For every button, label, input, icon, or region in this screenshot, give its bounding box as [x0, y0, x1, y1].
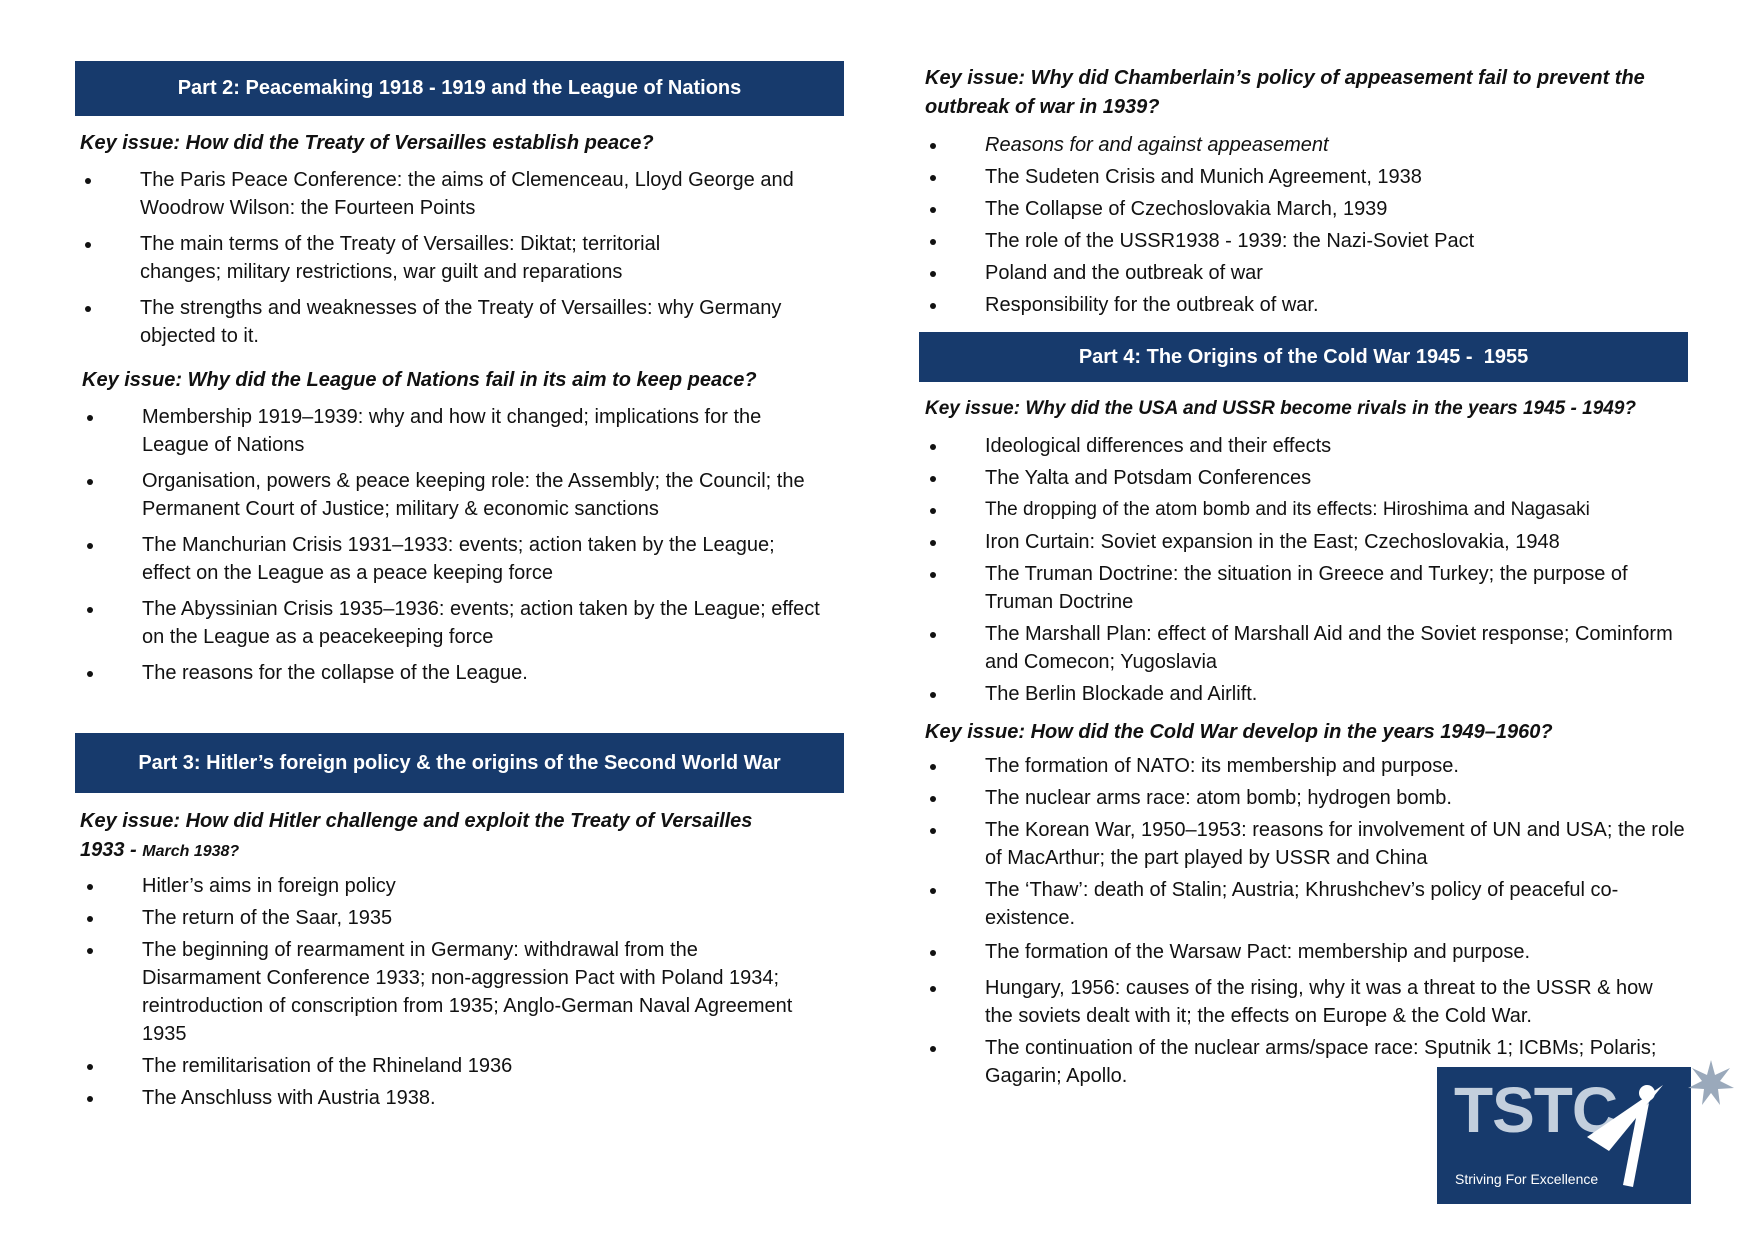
list-item: The formation of NATO: its membership and purpose. [925, 752, 1685, 780]
list-item: The return of the Saar, 1935 [82, 904, 822, 932]
list-item: The Abyssinian Crisis 1935–1936: events; action taken by the League; effect on the League as a peacekeeping force [82, 595, 822, 651]
part3-key-issue-1-year: 1933 - [80, 839, 143, 861]
list-item: Ideological differences and their effects [925, 432, 1685, 460]
part3-key-issue-1-line1: Key issue: How did Hitler challenge and exploit the Treaty of Versailles [80, 810, 753, 832]
list-item: The formation of the Warsaw Pact: membership and purpose. [925, 938, 1685, 966]
part4-issue1-list [925, 432, 1685, 708]
tstc-logo [1437, 1067, 1691, 1204]
part4-key-issue-2: Key issue: How did the Cold War develop in the years 1949–1960? [925, 721, 1553, 743]
list-item: The Korean War, 1950–1953: reasons for involvement of UN and USA; the role of MacArthur; the part played by USSR and China [925, 816, 1685, 872]
part3-title: Part 3: Hitler’s foreign policy & the origins of the Second World War [138, 751, 781, 774]
list-item: Poland and the outbreak of war [925, 259, 1685, 287]
part4-header [919, 332, 1688, 382]
logo-slogan: Striving For Excellence [1455, 1171, 1599, 1187]
list-item: The Paris Peace Conference: the aims of Clemenceau, Lloyd George and Woodrow Wilson: the Fourteen Points [80, 166, 850, 222]
list-item: The Collapse of Czechoslovakia March, 1939 [925, 195, 1685, 223]
part3-key-issue-2: Key issue: Why did Chamberlain’s policy of appeasement fail to prevent the outbreak of war in 1939? [925, 67, 1645, 118]
list-item: Organisation, powers & peace keeping role: the Assembly; the Council; the Permanent Court of Justice; military & economic sanctions [82, 467, 822, 523]
list-item: The dropping of the atom bomb and its effects: Hiroshima and Nagasaki [925, 496, 1685, 524]
part4-title: Part 4: The Origins of the Cold War 1945 - 1955 [1078, 345, 1529, 368]
part3-key-issue-1-date: March 1938? [142, 843, 240, 860]
list-item: The continuation of the nuclear arms/space race: Sputnik 1; ICBMs; Polaris; Gagarin; Apollo. [925, 1034, 1685, 1090]
list-item: Hungary, 1956: causes of the rising, why it was a threat to the USSR & how the soviets dealt with it; the effects on Europe & the Cold War. [925, 974, 1685, 1030]
list-item: The Truman Doctrine: the situation in Greece and Turkey; the purpose of Truman Doctrine [925, 560, 1685, 616]
list-item: The reasons for the collapse of the League. [82, 659, 822, 687]
list-item: The role of the USSR1938 - 1939: the Nazi-Soviet Pact [925, 227, 1685, 255]
part2-key-issue-1: Key issue: How did the Treaty of Versailles establish peace? [80, 132, 654, 154]
part4-issue2-list [925, 752, 1685, 1090]
list-item: The Manchurian Crisis 1931–1933: events; action taken by the League; effect on the League as a peace keeping force [82, 531, 822, 587]
list-item: The Berlin Blockade and Airlift. [925, 680, 1685, 708]
star-figure-icon [1437, 1067, 1691, 1204]
list-item: Responsibility for the outbreak of war. [925, 291, 1685, 319]
list-item: The Marshall Plan: effect of Marshall Aid and the Soviet response; Cominform and Comecon; Yugoslavia [925, 620, 1685, 676]
part2-header [75, 61, 844, 116]
part4-key-issue-1: Key issue: Why did the USA and USSR become rivals in the years 1945 - 1949? [925, 398, 1636, 419]
part3-key-issue-1-line2 [80, 836, 840, 866]
part2-issue2-list [82, 403, 822, 687]
part2-title: Part 2: Peacemaking 1918 - 1919 and the League of Nations [177, 77, 742, 99]
part3-issue1-list [82, 872, 822, 1112]
list-item: The ‘Thaw’: death of Stalin; Austria; Khrushchev’s policy of peaceful co-existence. [925, 876, 1685, 932]
part3-header [75, 733, 844, 793]
list-item: The beginning of rearmament in Germany: withdrawal from the Disarmament Conference 1933; non-aggression Pact with Poland 1934; reintroduction of conscription from 1935; Anglo-German Naval Agreement 1935 [82, 936, 822, 1048]
list-item: The Sudeten Crisis and Munich Agreement, 1938 [925, 163, 1685, 191]
list-item: The strengths and weaknesses of the Treaty of Versailles: why Germany objected to it. [80, 294, 850, 350]
part3-key-issue-1 [80, 807, 840, 866]
part2-issue1-list [80, 166, 850, 350]
list-item: Hitler’s aims in foreign policy [82, 872, 822, 900]
list-item: The remilitarisation of the Rhineland 1936 [82, 1052, 822, 1080]
list-item: Reasons for and against appeasement [925, 131, 1685, 159]
list-item: Membership 1919–1939: why and how it changed; implications for the League of Nations [82, 403, 822, 459]
list-item: The nuclear arms race: atom bomb; hydrogen bomb. [925, 784, 1685, 812]
logo-letters: TSTC [1454, 1074, 1618, 1146]
star-icon [1686, 1058, 1736, 1108]
list-item: Iron Curtain: Soviet expansion in the East; Czechoslovakia, 1948 [925, 528, 1685, 556]
list-item: The Yalta and Potsdam Conferences [925, 464, 1685, 492]
list-item: The Anschluss with Austria 1938. [82, 1084, 822, 1112]
list-item: The main terms of the Treaty of Versailles: Diktat; territorial changes; military restrictions, war guilt and reparations [80, 230, 850, 286]
part3-issue2-list [925, 131, 1685, 319]
part2-key-issue-2: Key issue: Why did the League of Nations fail in its aim to keep peace? [82, 369, 757, 391]
